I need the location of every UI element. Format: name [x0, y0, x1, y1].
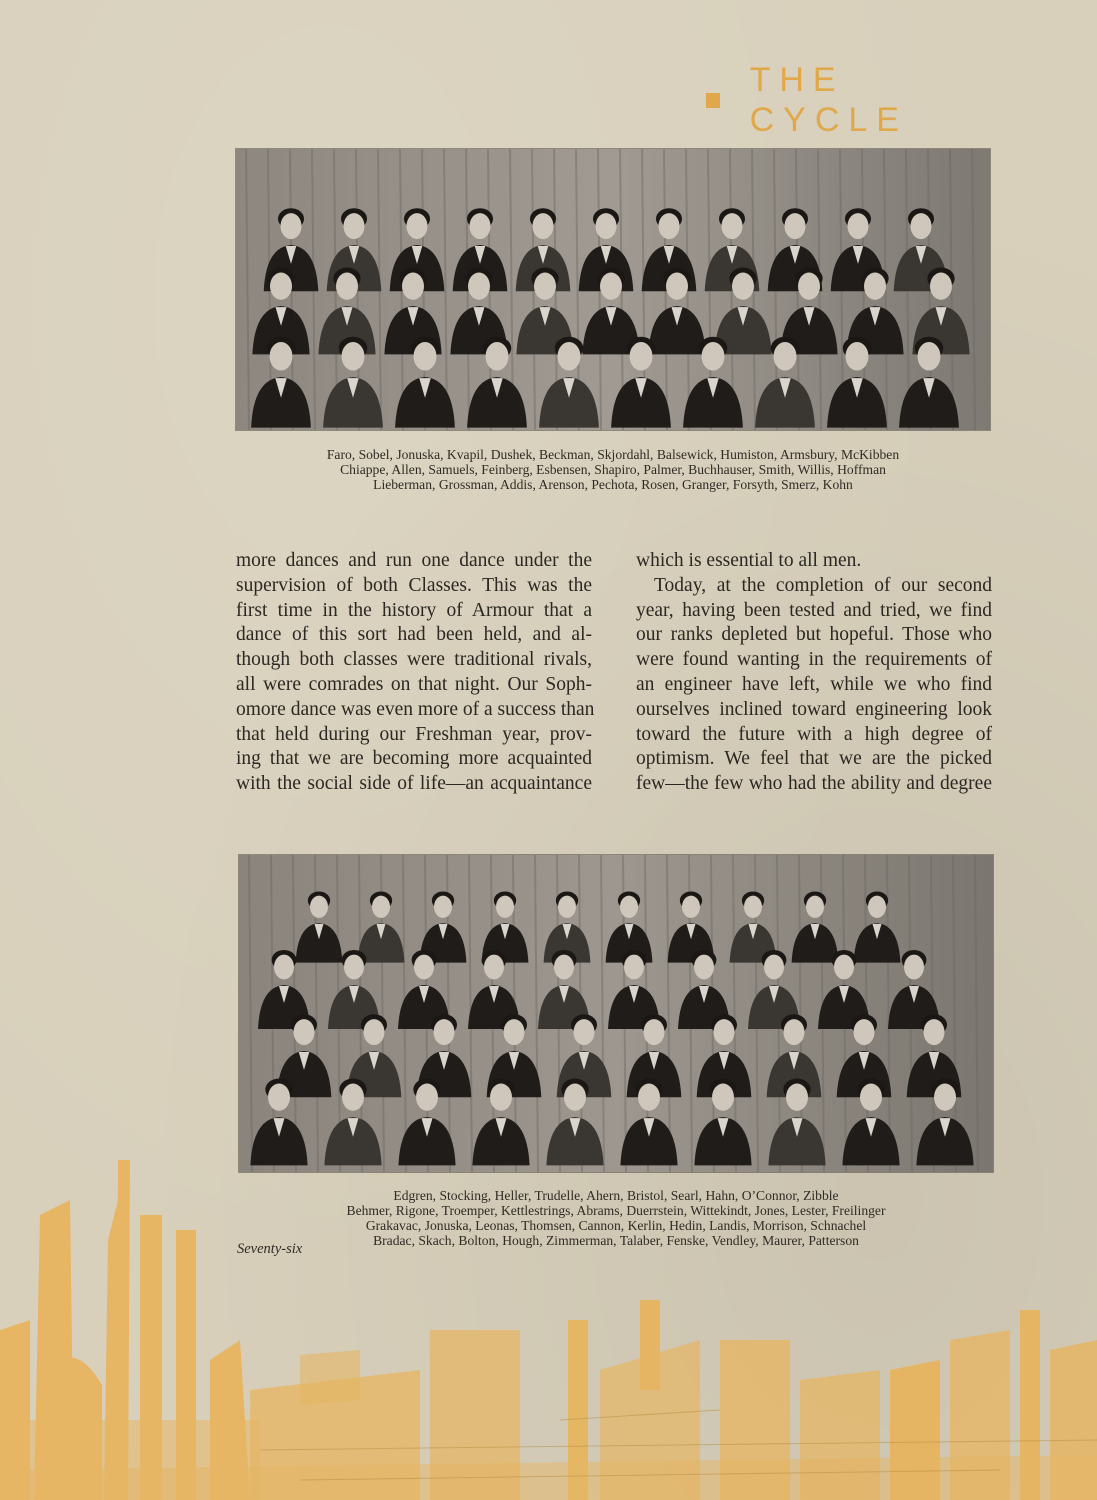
person-face [490, 1084, 512, 1111]
person-face [414, 955, 434, 980]
person-face [714, 1019, 735, 1045]
body-line: more dances and run one dance under the [236, 550, 592, 571]
person-face [470, 213, 491, 239]
person-face [620, 896, 638, 918]
caption-line: Lieberman, Grossman, Addis, Arenson, Pechota, Rosen, Granger, Forsyth, Smerz, Kohn [373, 477, 853, 492]
person-face [638, 1084, 660, 1111]
group-photo-bottom-image [239, 855, 993, 1172]
person-face [533, 213, 554, 239]
person-face [798, 273, 820, 300]
caption-line: Edgren, Stocking, Heller, Trudelle, Ahern, Bristol, Searl, Hahn, O’Connor, Zibble [393, 1188, 839, 1203]
person-face [744, 896, 762, 918]
photo-bottom-caption [239, 1188, 993, 1248]
skyline-building [300, 1350, 360, 1405]
page-number: Seventy-six [237, 1241, 303, 1257]
body-line: optimism. We feel that we are the picked [636, 748, 992, 770]
person-face [596, 213, 617, 239]
body-line: few—the few who had the ability and degree [636, 773, 992, 795]
caption-line: Grakavac, Jonuska, Leonas, Thomsen, Cannon, Kerlin, Hedin, Landis, Morrison, Schnachel [365, 1218, 867, 1233]
person-face [336, 273, 358, 300]
person-face [624, 955, 644, 980]
person-face [630, 342, 653, 371]
caption-line: Behmer, Rigone, Troemper, Kettlestrings, Abrams, Duerrstein, Wittekindt, Jones, Lester, Freilinger [346, 1203, 886, 1218]
header-square-icon [706, 93, 720, 108]
body-line: first time in the history of Armour that a [236, 599, 592, 621]
person-face [732, 273, 754, 300]
person-face [934, 1084, 956, 1111]
person-face [806, 896, 824, 918]
body-line: an engineer have left, while we who find [636, 673, 992, 695]
body-line: ing that we are becoming more acquainted [236, 748, 592, 770]
person-face [785, 213, 806, 239]
person-face [600, 273, 622, 300]
body-left-column [236, 549, 595, 797]
body-line: Today, at the completion of our second [654, 574, 992, 596]
body-line: ourselves inclined toward engineering look [636, 698, 992, 720]
body-line: with the social side of life—an acquaintance [236, 773, 592, 795]
person-face [274, 955, 294, 980]
body-line: all were comrades on that night. Our Soph- [236, 673, 592, 695]
body-line: omore dance was even more of a success than [236, 698, 595, 720]
person-face [468, 273, 490, 300]
body-line: our ranks depleted but hopeful. Those who [636, 624, 992, 646]
person-face [774, 342, 797, 371]
person-face [904, 955, 924, 980]
body-line: year, having been tested and tried, we find [636, 599, 992, 621]
person-face [342, 1084, 364, 1111]
person-face [911, 213, 932, 239]
page-header [706, 61, 996, 139]
person-face [504, 1019, 525, 1045]
person-face [534, 273, 556, 300]
person-face [786, 1084, 808, 1111]
person-face [864, 273, 886, 300]
group-photo-top-image [236, 149, 990, 430]
person-face [918, 342, 941, 371]
body-right-column [636, 549, 992, 797]
person-face [564, 1084, 586, 1111]
person-face [344, 955, 364, 980]
person-face [270, 273, 292, 300]
person-face [294, 1019, 315, 1045]
person-face [784, 1019, 805, 1045]
person-face [416, 1084, 438, 1111]
person-face [558, 342, 581, 371]
person-face [402, 273, 424, 300]
person-face [554, 955, 574, 980]
page-title: THE CYCLE [749, 61, 908, 139]
person-face [496, 896, 514, 918]
person-face [574, 1019, 595, 1045]
person-face [644, 1019, 665, 1045]
person-face [694, 955, 714, 980]
person-face [434, 896, 452, 918]
person-face [666, 273, 688, 300]
photo-top-caption [236, 447, 990, 492]
person-face [484, 955, 504, 980]
skyline-building [640, 1300, 660, 1390]
person-face [848, 213, 869, 239]
person-face [854, 1019, 875, 1045]
person-face [281, 213, 302, 239]
caption-line: Bradac, Skach, Bolton, Hough, Zimmerman, Talaber, Fenske, Vendley, Maurer, Patterson [373, 1233, 859, 1248]
person-face [712, 1084, 734, 1111]
person-face [344, 213, 365, 239]
person-face [372, 896, 390, 918]
person-face [722, 213, 743, 239]
person-face [407, 213, 428, 239]
body-line: dance of this sort had been held, and al- [236, 624, 592, 646]
body-line: were found wanting in the requirements of [636, 649, 992, 671]
person-face [682, 896, 700, 918]
person-face [310, 896, 328, 918]
person-face [702, 342, 725, 371]
body-line: that held during our Freshman year, prov- [236, 723, 592, 745]
person-face [846, 342, 869, 371]
person-face [342, 342, 365, 371]
person-face [834, 955, 854, 980]
body-line: though both classes were traditional rivals, [236, 649, 592, 671]
person-face [268, 1084, 290, 1111]
person-face [434, 1019, 455, 1045]
caption-line: Chiappe, Allen, Samuels, Feinberg, Esbensen, Shapiro, Palmer, Buchhauser, Smith, Willis, Hoffman [340, 462, 886, 477]
person-face [868, 896, 886, 918]
body-line: which is essential to all men. [636, 550, 862, 571]
body-line: supervision of both Classes. This was the [236, 574, 592, 596]
person-face [860, 1084, 882, 1111]
class-group-photo-top [236, 149, 990, 430]
class-group-photo-bottom [239, 855, 993, 1172]
person-face [924, 1019, 945, 1045]
person-face [659, 213, 680, 239]
person-face [930, 273, 952, 300]
person-face [764, 955, 784, 980]
person-face [270, 342, 293, 371]
person-face [486, 342, 509, 371]
body-line: toward the future with a high degree of [636, 723, 992, 745]
person-face [558, 896, 576, 918]
caption-line: Faro, Sobel, Jonuska, Kvapil, Dushek, Beckman, Skjordahl, Balsewick, Humiston, Armsbury, McKibben [326, 447, 900, 462]
person-face [414, 342, 437, 371]
person-face [364, 1019, 385, 1045]
